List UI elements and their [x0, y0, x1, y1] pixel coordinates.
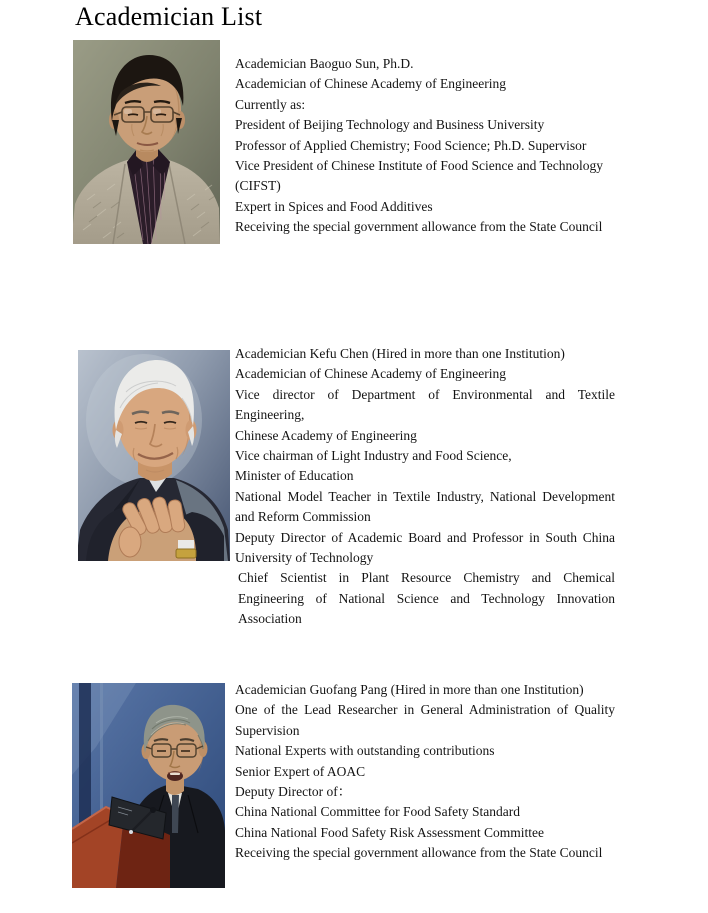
profile-line: Chinese Academy of Engineering [235, 427, 417, 443]
profile-text-baoguo-sun [235, 54, 615, 238]
profile-line: Professor of Applied Chemistry; Food Science; Ph.D. Supervisor [235, 137, 587, 153]
profile-line: National Experts with outstanding contributions [235, 743, 495, 759]
guofang-pang-portrait-illustration [72, 683, 225, 888]
profile-line: Academician Baoguo Sun, Ph.D. [235, 56, 414, 71]
necktie [172, 795, 179, 833]
profile-line: China National Food Safety Risk Assessment Committee [235, 824, 544, 840]
profile-line: Receiving the special government allowance from the State Council [235, 219, 603, 235]
portrait-photo-kefu-chen [78, 350, 230, 561]
profile-text-kefu-chen [235, 344, 615, 630]
profile-line: Academician Kefu Chen (Hired in more than one Institution) [235, 346, 565, 361]
profile-line: Vice chairman of Light Industry and Food Science, [235, 448, 512, 464]
profile-line: Minister of Education [235, 468, 354, 484]
profile-text-guofang-pang [235, 680, 615, 864]
profile-line: Chief Scientist in Plant Resource Chemistry and Chemical [238, 570, 615, 586]
profile-line: Vice director of Department of Environmental and Textile [235, 386, 615, 402]
profile-line: and Reform Commission [235, 509, 371, 525]
profile-line: Receiving the special government allowance from the State Council [235, 845, 603, 861]
profile-line: Vice President of Chinese Institute of Food Science and Technology [235, 158, 604, 174]
profile-line: Currently as: [235, 96, 306, 112]
profile-line: China National Committee for Food Safety Standard [235, 804, 520, 820]
profile-line: (CIFST) [235, 178, 281, 194]
profile-line: Expert in Spices and Food Additives [235, 198, 433, 214]
profile-line: Engineering of National Science and Technology Innovation [238, 590, 615, 606]
kefu-chen-portrait-illustration [78, 350, 230, 561]
profile-line: Academician of Chinese Academy of Engineering [235, 366, 507, 382]
profile-line: Deputy Director of Academic Board and Professor in South China [235, 529, 615, 545]
profile-line: Supervision [235, 722, 300, 738]
profile-line: Academician of Chinese Academy of Engineering [235, 76, 507, 92]
profile-line: Association [238, 611, 302, 627]
portrait-photo-baoguo-sun [73, 40, 220, 244]
watch [176, 549, 196, 558]
baoguo-sun-portrait-illustration [73, 40, 220, 244]
profile-line: Engineering, [235, 407, 305, 423]
profile-line: One of the Lead Researcher in General Administration of Quality [235, 702, 615, 718]
profile-line: University of Technology [235, 550, 374, 566]
portrait-photo-guofang-pang [72, 683, 225, 888]
page-title: Academician List [75, 2, 263, 31]
profile-line: Senior Expert of AOAC [235, 763, 366, 779]
profile-line: Academician Guofang Pang (Hired in more than one Institution) [235, 682, 584, 697]
profile-line: President of Beijing Technology and Business University [235, 117, 545, 133]
profile-line: National Model Teacher in Textile Industry, National Development [235, 488, 615, 504]
profile-line: Deputy Director of： [235, 784, 352, 800]
